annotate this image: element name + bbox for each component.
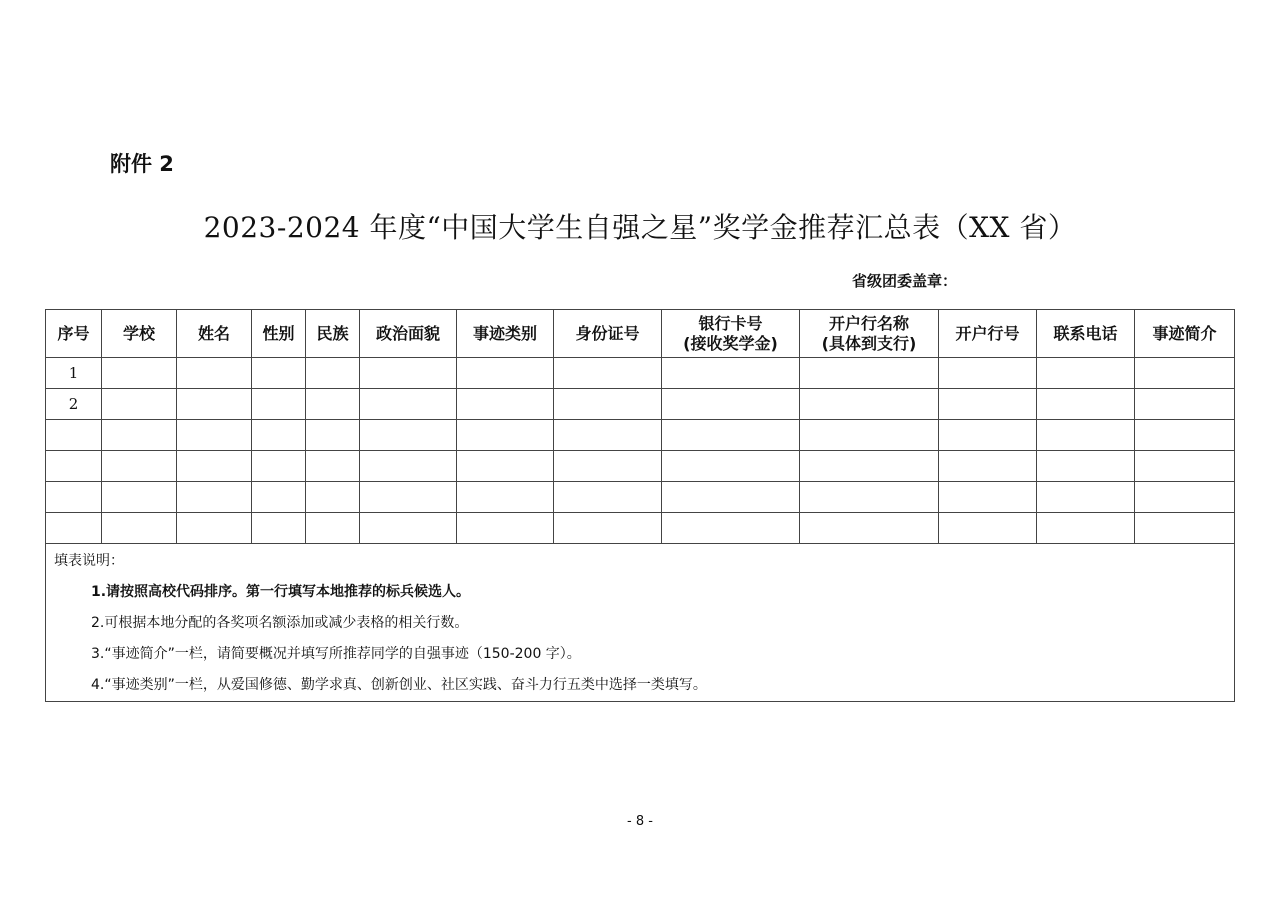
table-cell <box>177 420 252 451</box>
table-cell <box>306 513 360 544</box>
table-cell <box>939 358 1037 389</box>
table-cell <box>1037 420 1135 451</box>
attachment-label: 附件 2 <box>110 152 174 176</box>
table-row <box>46 389 1235 420</box>
table-cell <box>306 420 360 451</box>
table-cell <box>554 358 662 389</box>
notes-cell <box>46 544 1235 702</box>
table-cell <box>800 389 939 420</box>
table-cell <box>800 451 939 482</box>
column-header <box>360 310 457 358</box>
table-row <box>46 482 1235 513</box>
column-header <box>102 310 177 358</box>
row-number-cell: 1 <box>46 358 102 389</box>
column-header <box>177 310 252 358</box>
table-cell <box>252 451 306 482</box>
table-cell <box>1037 513 1135 544</box>
row-number-cell: 2 <box>46 389 102 420</box>
table-cell <box>457 451 554 482</box>
table-cell <box>1037 358 1135 389</box>
table-cell <box>554 513 662 544</box>
table-header-row <box>46 310 1235 358</box>
column-header <box>1135 310 1235 358</box>
table-cell <box>800 358 939 389</box>
table-row <box>46 451 1235 482</box>
table-cell <box>939 513 1037 544</box>
table-cell <box>939 389 1037 420</box>
column-header <box>554 310 662 358</box>
table-cell <box>800 513 939 544</box>
table-cell <box>457 420 554 451</box>
table-cell <box>554 451 662 482</box>
column-header-label: 学校 <box>122 323 155 343</box>
column-header-label: 开户行名称 <box>828 313 909 333</box>
table-cell <box>662 482 800 513</box>
table-cell <box>939 420 1037 451</box>
column-header-label: 姓名 <box>197 323 230 343</box>
table-cell <box>457 482 554 513</box>
column-header-label: 民族 <box>316 323 349 343</box>
column-header-label: 开户行号 <box>955 323 1020 343</box>
row-number-cell <box>46 513 102 544</box>
table-cell <box>252 420 306 451</box>
notes-row <box>46 544 1235 702</box>
table-cell <box>554 420 662 451</box>
column-header-label: 事迹简介 <box>1152 323 1217 343</box>
table-cell <box>360 451 457 482</box>
column-header <box>662 310 800 358</box>
column-header-label: 身份证号 <box>575 323 640 343</box>
table-cell <box>177 358 252 389</box>
table-row <box>46 420 1235 451</box>
table-cell <box>939 482 1037 513</box>
table-cell <box>306 389 360 420</box>
table-cell <box>662 389 800 420</box>
column-header-sublabel: (具体到支行) <box>821 333 917 353</box>
note-item: 4.“事迹类别”一栏，从爱国修德、勤学求真、创新创业、社区实践、奋斗力行五类中选择一类填写。 <box>91 677 707 693</box>
table-cell <box>177 389 252 420</box>
table-cell <box>554 389 662 420</box>
table-cell <box>1135 420 1235 451</box>
table-cell <box>457 358 554 389</box>
stamp-label: 省级团委盖章： <box>852 272 958 290</box>
table-cell <box>360 358 457 389</box>
column-header <box>939 310 1037 358</box>
table-cell <box>306 482 360 513</box>
row-number-cell <box>46 451 102 482</box>
table-cell <box>177 451 252 482</box>
page-number: - 8 - <box>627 814 653 829</box>
column-header <box>1037 310 1135 358</box>
table-cell <box>457 513 554 544</box>
table-cell <box>102 358 177 389</box>
table-cell <box>102 420 177 451</box>
table-cell <box>1135 513 1235 544</box>
table-cell <box>1037 482 1135 513</box>
table-cell <box>662 451 800 482</box>
table-cell <box>102 513 177 544</box>
table-cell <box>360 482 457 513</box>
table-row <box>46 513 1235 544</box>
table-cell <box>360 420 457 451</box>
table-cell <box>1135 358 1235 389</box>
table-cell <box>102 482 177 513</box>
table-cell <box>306 451 360 482</box>
table-cell <box>939 451 1037 482</box>
column-header <box>46 310 102 358</box>
column-header-label: 性别 <box>262 323 295 343</box>
notes-title: 填表说明： <box>54 553 124 569</box>
note-item: 1.请按照高校代码排序。第一行填写本地推荐的标兵候选人。 <box>91 584 471 600</box>
table-cell <box>1037 389 1135 420</box>
table-cell <box>360 389 457 420</box>
column-header <box>306 310 360 358</box>
document-title: 2023-2024 年度“中国大学生自强之星”奖学金推荐汇总表（XX 省） <box>203 211 1077 244</box>
table-cell <box>1135 482 1235 513</box>
table-cell <box>360 513 457 544</box>
table-cell <box>1135 451 1235 482</box>
note-item: 2.可根据本地分配的各奖项名额添加或减少表格的相关行数。 <box>91 615 469 631</box>
row-number-cell <box>46 420 102 451</box>
table-cell <box>662 513 800 544</box>
table-cell <box>102 389 177 420</box>
column-header-label: 银行卡号 <box>698 313 763 333</box>
table-cell <box>1135 389 1235 420</box>
table-cell <box>102 451 177 482</box>
table-cell <box>252 389 306 420</box>
table-cell <box>800 482 939 513</box>
column-header <box>800 310 939 358</box>
column-header <box>252 310 306 358</box>
column-header-label: 事迹类别 <box>472 323 537 343</box>
table-cell <box>252 358 306 389</box>
column-header-label: 序号 <box>57 323 90 343</box>
table-cell <box>662 420 800 451</box>
note-item: 3.“事迹简介”一栏，请简要概况并填写所推荐同学的自强事迹（150-200 字）。 <box>91 646 581 662</box>
table-cell <box>177 482 252 513</box>
table-cell <box>177 513 252 544</box>
table-cell <box>662 358 800 389</box>
table-cell <box>554 482 662 513</box>
column-header <box>457 310 554 358</box>
column-header-label: 联系电话 <box>1053 323 1118 343</box>
column-header-label: 政治面貌 <box>375 323 440 343</box>
table-cell <box>252 482 306 513</box>
table-row <box>46 358 1235 389</box>
row-number-cell <box>46 482 102 513</box>
table-cell <box>800 420 939 451</box>
table-cell <box>252 513 306 544</box>
column-header-sublabel: (接收奖学金) <box>683 333 778 353</box>
summary-table <box>45 309 1235 702</box>
table-cell <box>306 358 360 389</box>
table-cell <box>1037 451 1135 482</box>
table-cell <box>457 389 554 420</box>
